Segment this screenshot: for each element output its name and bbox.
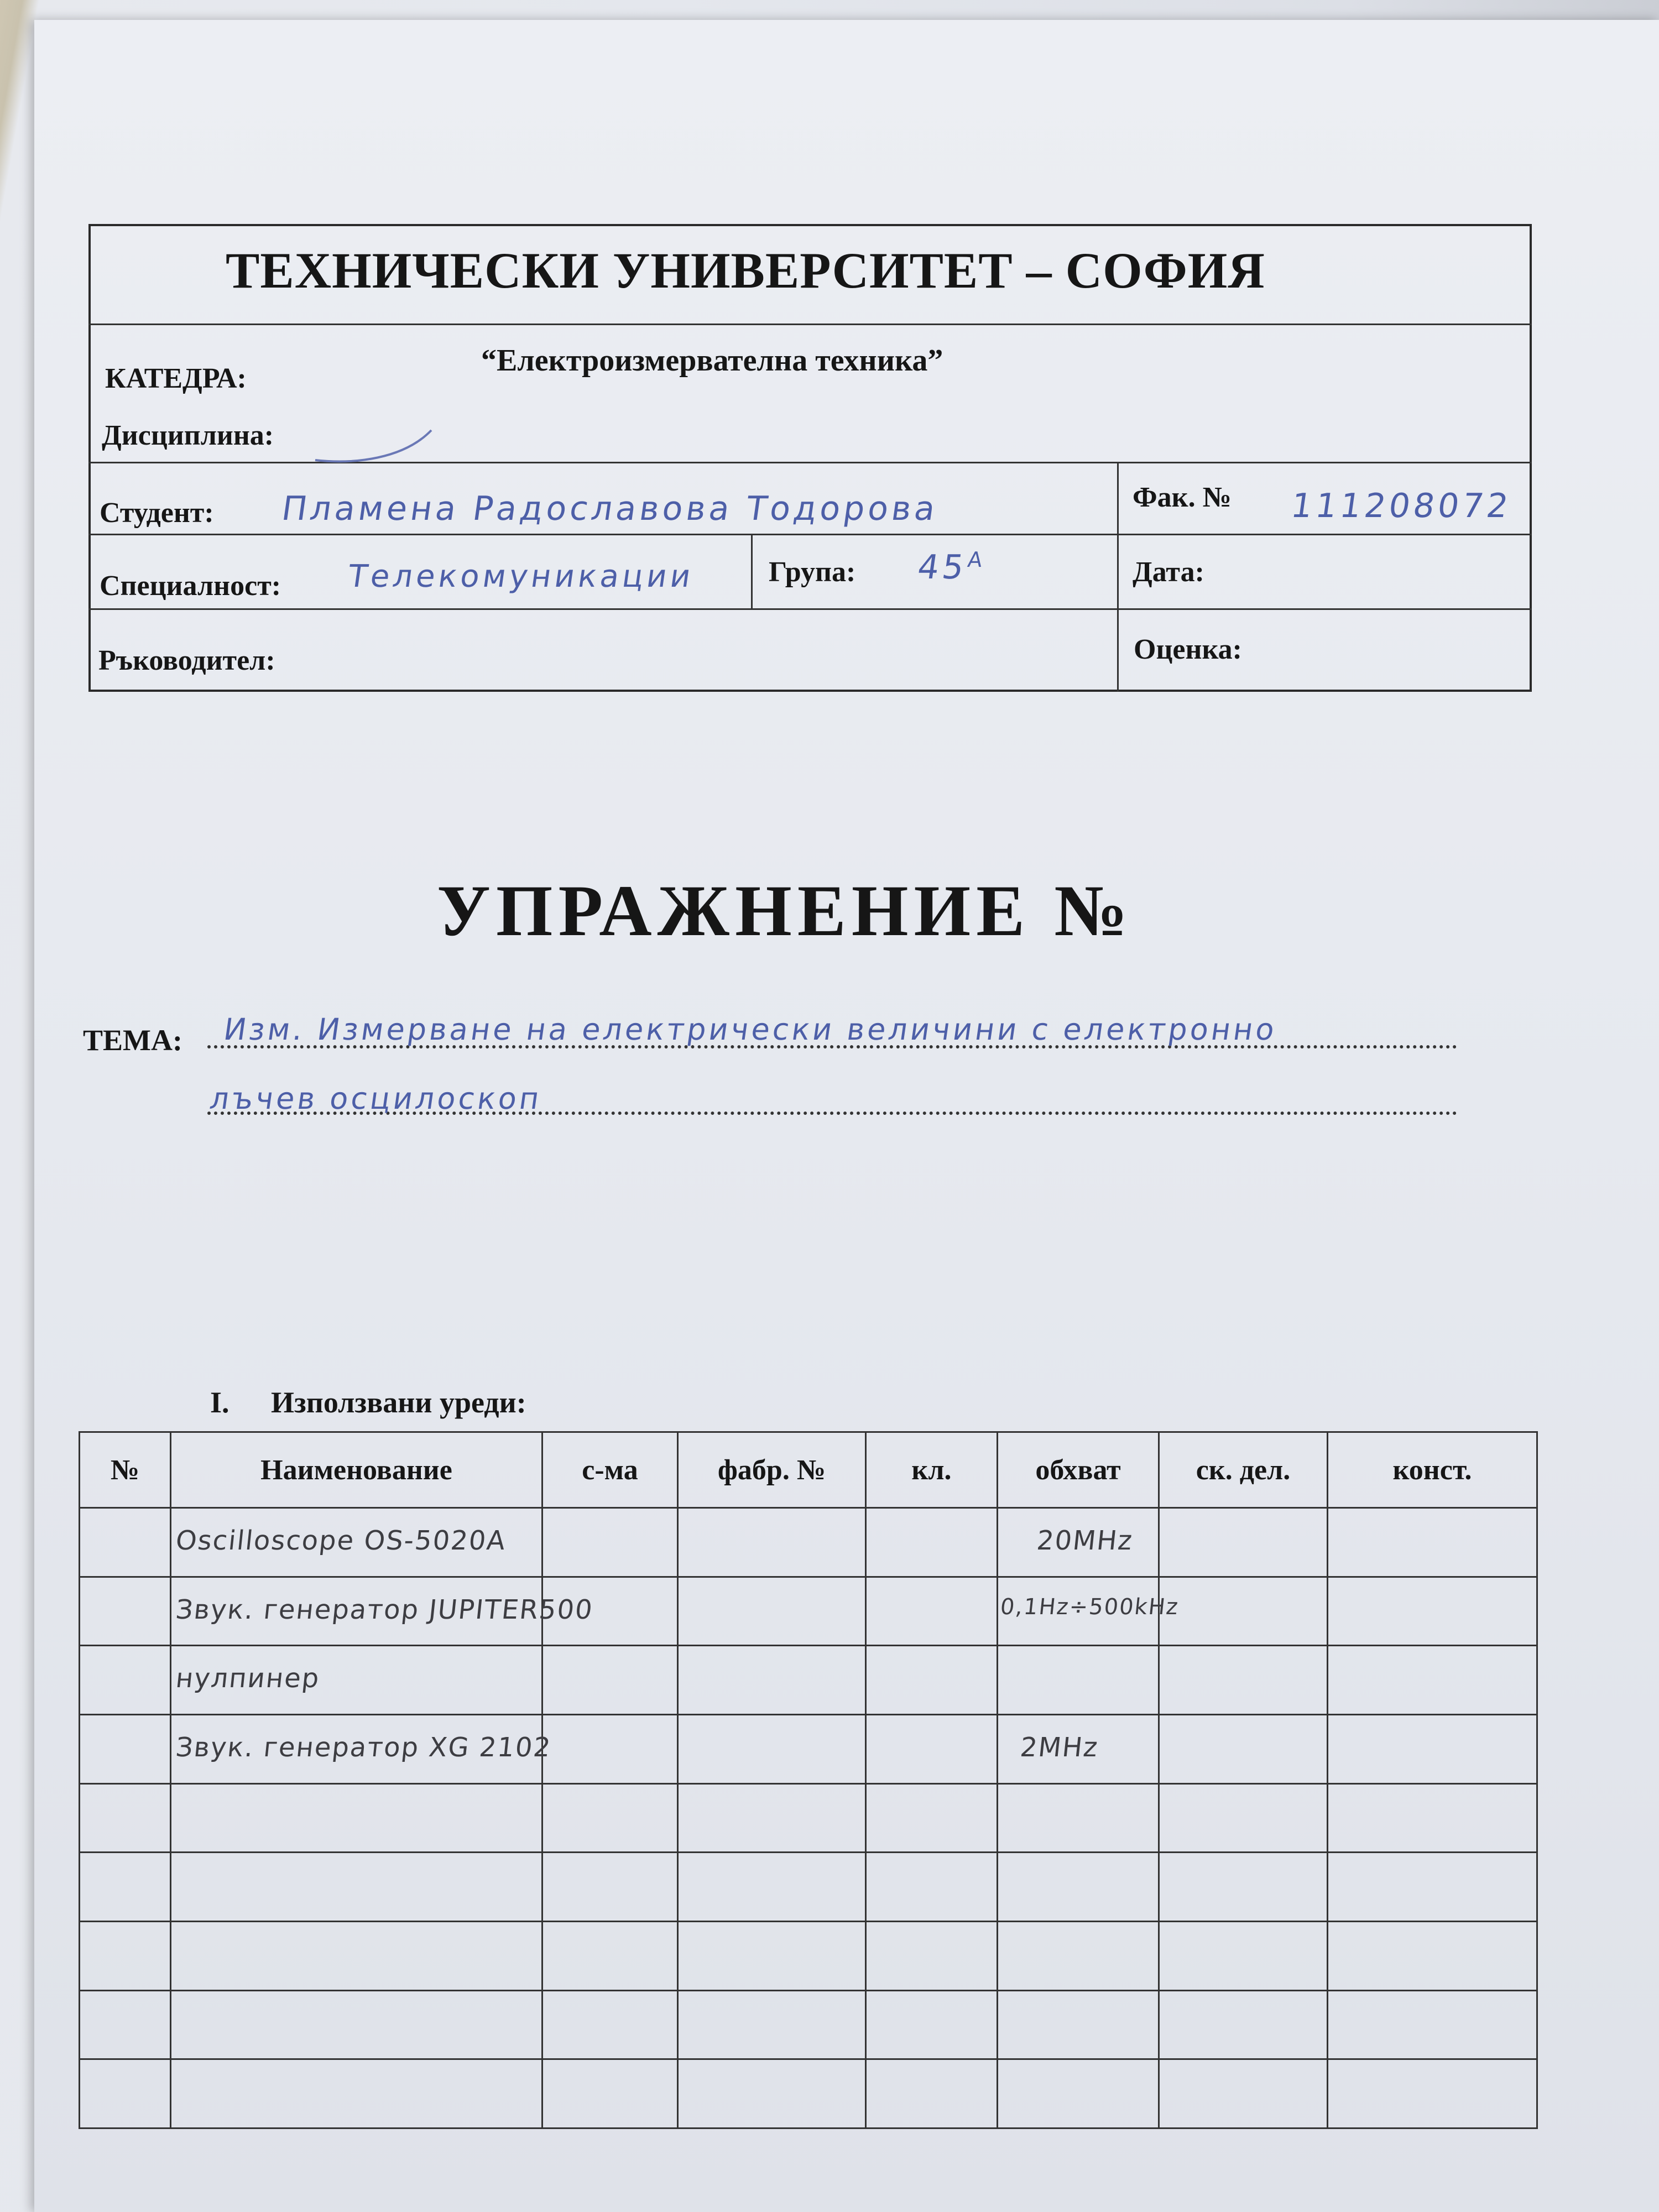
- column-header: ск. дел.: [1159, 1432, 1328, 1508]
- table-row: [80, 1783, 1537, 1853]
- specialty-value: Телекомуникации: [346, 559, 697, 594]
- instrument-range: 0,1Hz÷500kHz: [999, 1594, 1181, 1620]
- supervisor-label: Ръководител:: [98, 645, 275, 676]
- discipline-label: Дисциплина:: [102, 420, 274, 451]
- column-header: с-ма: [542, 1432, 678, 1508]
- divider: [751, 534, 753, 608]
- student-label: Студент:: [100, 497, 214, 529]
- section-number: I.: [210, 1386, 229, 1419]
- table-row: [80, 1921, 1537, 1990]
- department-label: КАТЕДРА:: [105, 363, 247, 394]
- instrument-range: 20MHz: [1035, 1525, 1135, 1556]
- column-header: конст.: [1328, 1432, 1537, 1508]
- divider: [88, 608, 1532, 610]
- university-title: ТЕХНИЧЕСКИ УНИВЕРСИТЕТ – СОФИЯ: [226, 242, 1265, 299]
- divider: [88, 324, 1532, 325]
- section-title: Използвани уреди:: [271, 1386, 526, 1419]
- instrument-name: Звук. генератор XG 2102: [174, 1731, 554, 1763]
- topic-text-1: Изм. Измерване на електрически величини с електронно: [221, 1012, 1280, 1047]
- faculty-number-label: Фак. №: [1133, 482, 1232, 513]
- column-header: Наименование: [171, 1432, 542, 1508]
- topic-label: ТЕМА:: [83, 1024, 182, 1057]
- topic-text-2: лъчев осцилоскоп: [207, 1081, 545, 1116]
- table-row: [80, 1853, 1537, 1922]
- faculty-number: 111208072: [1288, 487, 1514, 525]
- instruments-table: [79, 1431, 1538, 2129]
- divider: [1117, 462, 1119, 692]
- grade-label: Оценка:: [1134, 634, 1242, 665]
- instrument-name: Oscilloscope OS-5020A: [174, 1525, 508, 1556]
- table-row: [80, 2059, 1537, 2128]
- table-row: [80, 1646, 1537, 1715]
- instrument-name: Звук. генератор JUPITER500: [174, 1594, 595, 1625]
- student-name: Пламена Радославова Тодорова: [279, 489, 941, 528]
- pen-stroke: [310, 426, 437, 470]
- date-label: Дата:: [1133, 556, 1204, 588]
- instrument-name: нулпинер: [174, 1663, 322, 1694]
- column-header: фабр. №: [678, 1432, 866, 1508]
- group-label: Група:: [769, 556, 856, 588]
- department-value: “Електроизмервателна техника”: [481, 343, 943, 378]
- divider: [88, 534, 1532, 535]
- table-row: [80, 1577, 1537, 1646]
- specialty-label: Специалност:: [100, 570, 281, 602]
- group-value: $45^A$: [915, 547, 988, 587]
- table-row: [80, 1714, 1537, 1783]
- exercise-title: УПРАЖНЕНИЕ №: [437, 870, 1133, 951]
- column-header: обхват: [998, 1432, 1159, 1508]
- table-row: [80, 1990, 1537, 2059]
- instrument-range: 2MHz: [1019, 1731, 1100, 1763]
- column-header: кл.: [866, 1432, 998, 1508]
- table-header-row: [80, 1432, 1537, 1508]
- divider: [88, 462, 1532, 463]
- table-row: [80, 1508, 1537, 1577]
- column-header: №: [80, 1432, 171, 1508]
